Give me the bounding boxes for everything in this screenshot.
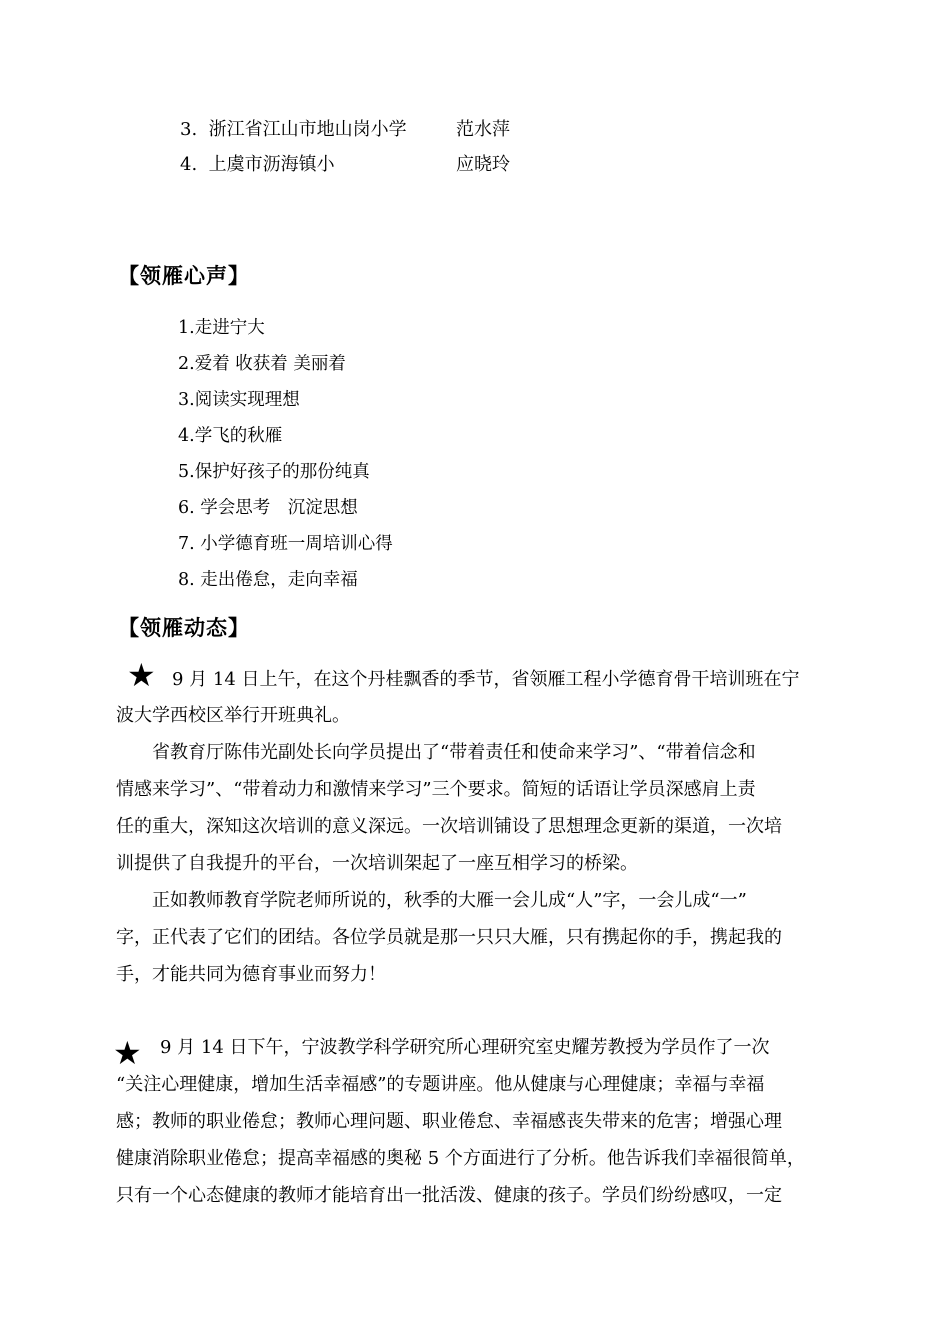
contact-name: 范水萍 <box>456 119 510 140</box>
contact-number: 3. <box>180 119 198 140</box>
voice-section-heading: 【领雁心声】 <box>118 263 250 288</box>
paragraph-line: 训提供了自我提升的平台，一次培训架起了一座互相学习的桥梁。 <box>116 853 638 874</box>
contact-name: 应晓玲 <box>456 154 510 175</box>
voice-item: 2.爱着 收获着 美丽着 <box>178 354 346 374</box>
voice-item: 5.保护好孩子的那份纯真 <box>178 462 370 482</box>
contact-school: 上虞市沥海镇小 <box>208 154 335 175</box>
paragraph-line: “关注心理健康，增加生活幸福感”的专题讲座。他从健康与心理健康；幸福与幸福 <box>116 1074 765 1095</box>
contact-number: 4. <box>180 154 198 175</box>
voice-item: 7. 小学德育班一周培训心得 <box>178 534 393 554</box>
star-icon: ★ <box>127 656 156 694</box>
paragraph-line: 感；教师的职业倦怠；教师心理问题、职业倦怠、幸福感丧失带来的危害；增强心理 <box>116 1111 782 1132</box>
paragraph-line: 9 月 14 日上午，在这个丹桂飘香的季节，省领雁工程小学德育骨干培训班在宁 <box>172 669 800 690</box>
voice-item: 1.走进宁大 <box>178 318 265 338</box>
paragraph-line: 9 月 14 日下午，宁波教学科学研究所心理研究室史耀芳教授为学员作了一次 <box>160 1037 770 1058</box>
paragraph-line: 字，正代表了它们的团结。各位学员就是那一只只大雁，只有携起你的手，携起我的 <box>116 927 782 948</box>
paragraph-line: 手，才能共同为德育事业而努力！ <box>116 964 386 985</box>
star-icon: ★ <box>113 1034 142 1072</box>
paragraph-line: 正如教师教育学院老师所说的，秋季的大雁一会儿成“人”字，一会儿成“一” <box>152 890 747 911</box>
voice-item: 3.阅读实现理想 <box>178 390 300 410</box>
contact-row-4 <box>180 150 335 176</box>
paragraph-line: 波大学西校区举行开班典礼。 <box>116 705 350 726</box>
voice-item: 4.学飞的秋雁 <box>178 426 283 446</box>
voice-item: 8. 走出倦怠，走向幸福 <box>178 570 358 590</box>
paragraph-line: 只有一个心态健康的教师才能培育出一批活泼、健康的孩子。学员们纷纷感叹，一定 <box>116 1185 782 1206</box>
paragraph-line: 省教育厅陈伟光副处长向学员提出了“带着责任和使命来学习”、“带着信念和 <box>152 742 756 763</box>
paragraph-line: 情感来学习”、“带着动力和激情来学习”三个要求。简短的话语让学员深感肩上责 <box>116 779 756 800</box>
news-section-heading: 【领雁动态】 <box>118 615 250 640</box>
paragraph-line: 健康消除职业倦怠；提高幸福感的奥秘 5 个方面进行了分析。他告诉我们幸福很简单， <box>116 1148 805 1169</box>
voice-item: 6. 学会思考 沉淀思想 <box>178 498 358 518</box>
paragraph-line: 任的重大，深知这次培训的意义深远。一次培训铺设了思想理念更新的渠道，一次培 <box>116 816 782 837</box>
contact-row-3 <box>180 115 407 141</box>
contact-school: 浙江省江山市地山岗小学 <box>208 119 407 140</box>
